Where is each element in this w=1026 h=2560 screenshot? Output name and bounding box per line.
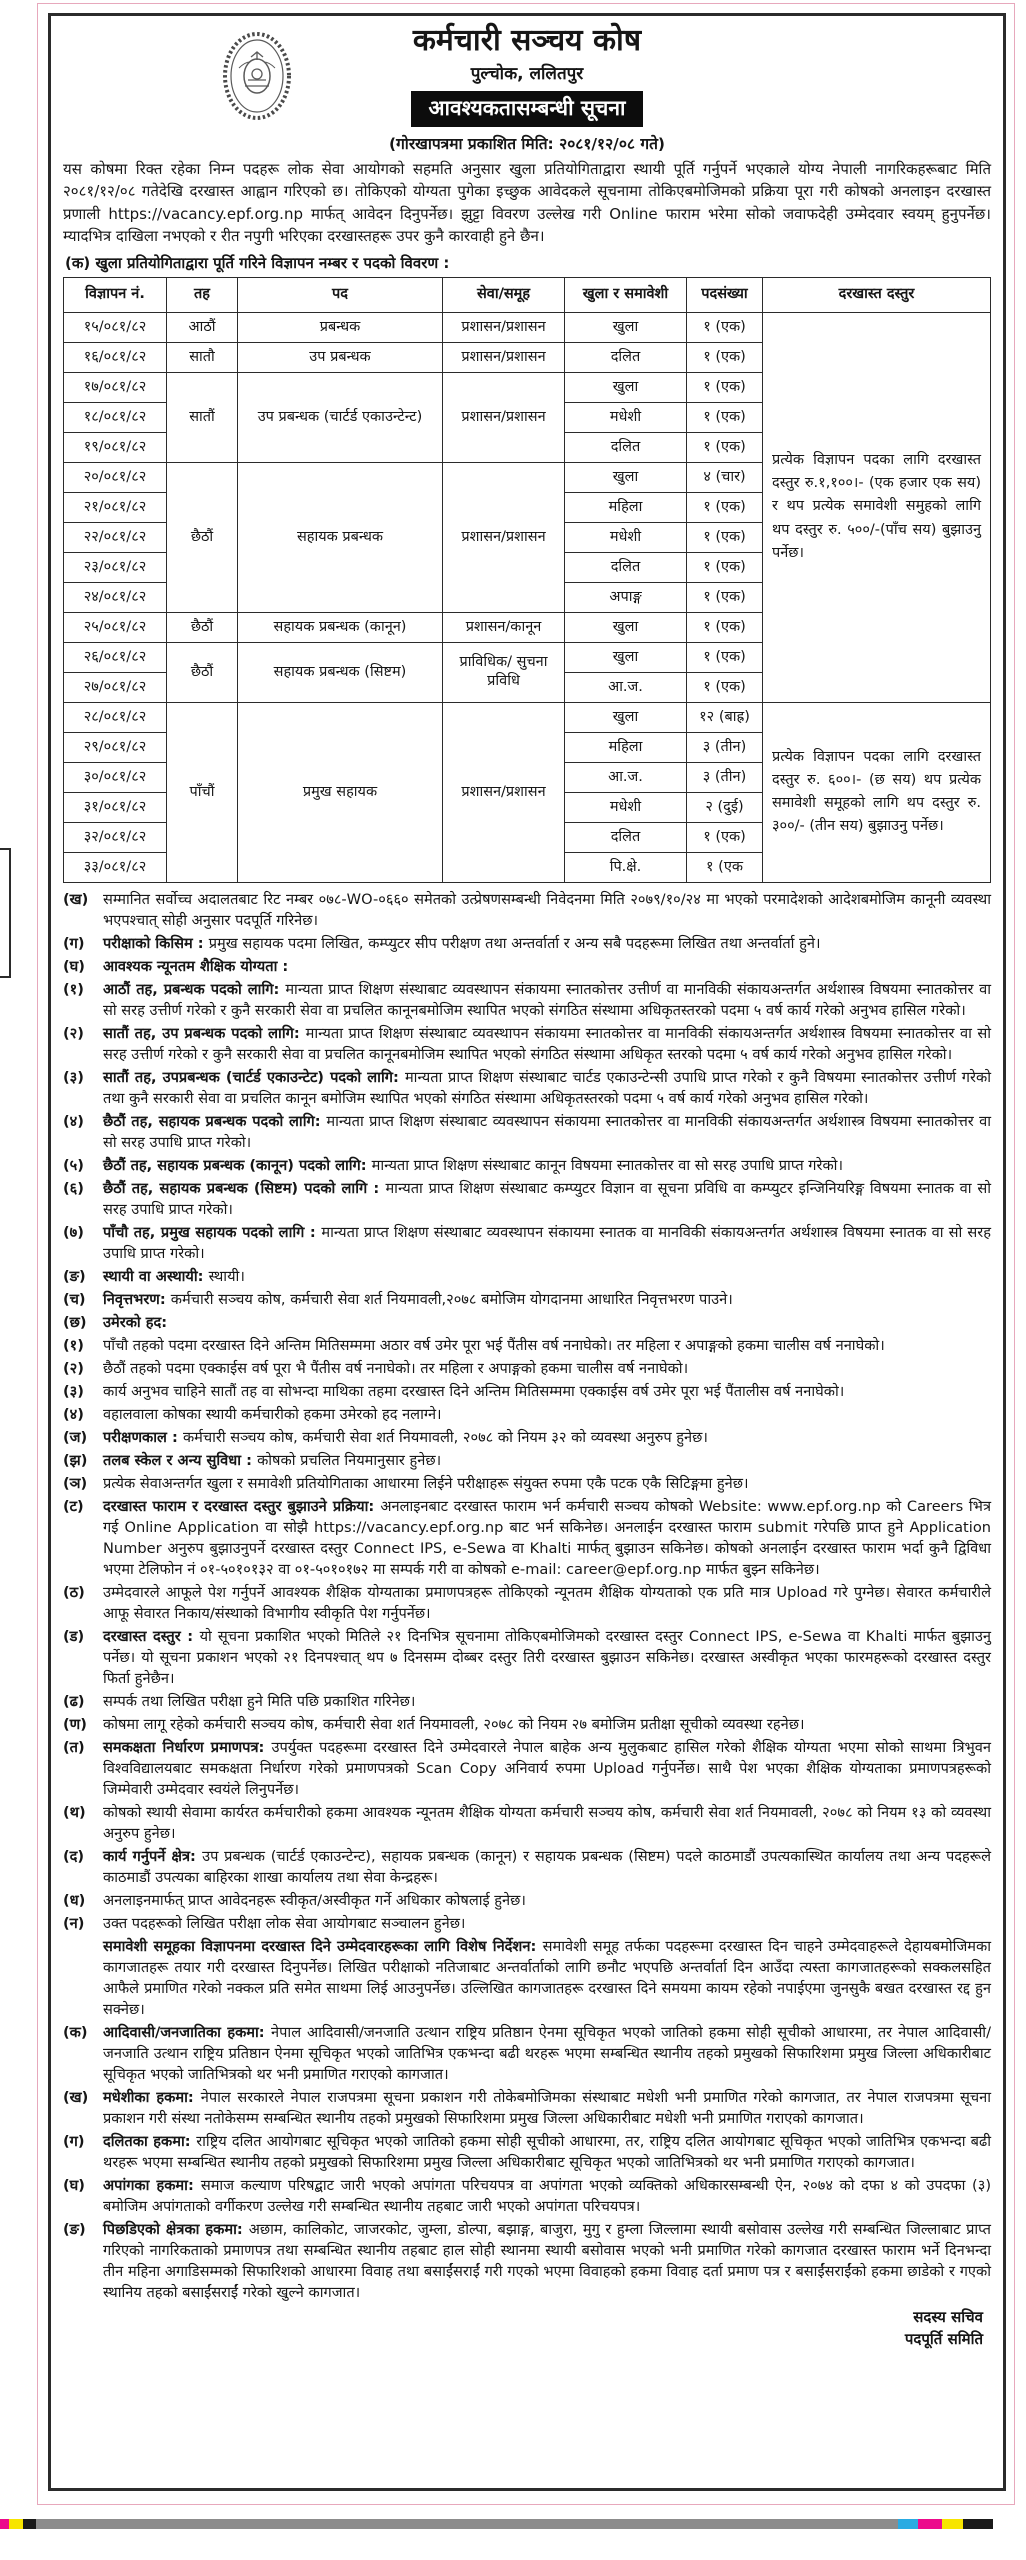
section-label: (५) [63, 1156, 84, 1174]
count-cell: १२ (बाह्र) [687, 702, 763, 732]
category-cell: खुला [565, 462, 687, 492]
col-post: पद [238, 277, 443, 312]
level-cell: छैठौं [167, 612, 238, 642]
section-da2 [63, 1846, 991, 1888]
category-cell: खुला [565, 612, 687, 642]
section-label: (३) [63, 1068, 84, 1086]
adv-no-cell: २१/०८१/८२ [64, 492, 167, 522]
section-text: समाज कल्याण परिषद्बाट जारी भएको अपांगता परिचयपत्र वा अपांगता भएको व्यक्तिको अधिकारसम्बन्धी ऐन, २०७४ को दफा ४ को उपदफा (३) बमोजिम अपांगताको वर्गीकरण उल्लेख गरी सम्बन्धित स्थानीय तहबाट जारी भएको अपांगता परिचयपत्र। [103, 2176, 992, 2215]
section-label: (ड) [63, 1627, 85, 1645]
count-cell: १ (एक) [687, 492, 763, 522]
section-text: कार्य अनुभव चाहिने सातौं तह वा सोभन्दा माथिका तहमा दरखास्त दिने अन्तिम मितिसम्ममा एक्काईस वर्ष उमेर पूरा भई पैंतालीस वर्ष ननाघेको। [103, 1382, 845, 1400]
signatory-committee: पदपूर्ति समिति [904, 2330, 983, 2348]
section-gha [63, 956, 991, 977]
inclusive-group-special-instruction [63, 1936, 991, 2020]
section-label: (थ) [63, 1803, 86, 1821]
section-text: कर्मचारी सञ्चय कोष, कर्मचारी सेवा शर्त नियमावली,२०७८ बमोजिम योगदानमा आधारित निवृत्तभरण पाउने। [170, 1290, 733, 1308]
signature-block [63, 2306, 991, 2351]
count-cell: १ (एक [687, 852, 763, 882]
section-text: प्रमुख सहायक पदमा लिखित, कम्प्युटर सीप परीक्षण तथा अन्तर्वार्ता र अन्य सबै पदहरूमा लिखित तथा अन्तर्वार्ता हुने। [208, 934, 821, 952]
publication-date: (गोरखापत्रमा प्रकाशित मिति: २०८१/१२/०८ गते) [389, 134, 665, 153]
count-cell: १ (एक) [687, 582, 763, 612]
category-cell: पि.क्षे. [565, 852, 687, 882]
section-jha [63, 1450, 991, 1471]
section-label: (ट) [63, 1497, 84, 1515]
section-tha [63, 1582, 991, 1624]
section-head: परीक्षणकाल : [103, 1428, 183, 1446]
org-name: कर्मचारी सञ्चय कोष [412, 23, 642, 58]
category-cell: मधेशी [565, 792, 687, 822]
count-cell: १ (एक) [687, 552, 763, 582]
count-cell: १ (एक) [687, 642, 763, 672]
post-cell: प्रबन्धक [238, 312, 443, 342]
section-head: सातौं तह, उपप्रबन्धक (चार्टर्ड एकाउन्टेट) पदको लागि: [103, 1068, 405, 1086]
section-text: अछाम, कालिकोट, जाजरकोट, जुम्ला, डोल्पा, बझाङ्ग, बाजुरा, मुगु र हुम्ला जिल्लामा स्थायी बसोवास उल्लेख गरी सम्बन्धित जिल्लाबाट प्राप्त गरिएको नागरिकताको प्रमाणपत्र तथा सम्बन्धित स्थानीय तहबाट हाल सोही स्थानमा स्थायी बसोवास भएको भनी प्रमाणित गरेको कागजात दरखास्त फाराम भर्ने दिनभन्दा तीन महिना अगाडिसम्मको सिफारिशको आधारमा विवाह तथा बसाईंसराईं गरी गएको भएमा विवाहको हकमा विवाह दर्ता प्रमाण पत्र र बसाईंसराईंको हकमा छाडेको र गएको स्थानिय तहको बसाईंसराईं गरेको खुल्ने कागजात। [103, 2220, 991, 2301]
post-cell: सहायक प्रबन्धक (सिष्टम) [238, 642, 443, 702]
age-item-2 [63, 1358, 991, 1379]
section-label: (त) [63, 1738, 85, 1756]
qualification-item-2 [63, 1023, 991, 1065]
section-text: अनलाइनमार्फत् प्राप्त आवेदनहरू स्वीकृत/अस्वीकृत गर्ने अधिकार कोषलाई हुनेछ। [103, 1891, 526, 1909]
section-text: उक्त पदहरूको लिखित परीक्षा लोक सेवा आयोगबाट सञ्चालन हुनेछ। [103, 1914, 466, 1932]
section-head: पाँचौ तह, प्रमुख सहायक पदको लागि : [103, 1223, 322, 1241]
service-cell: प्रशासन/प्रशासन [443, 342, 565, 372]
section-tha2 [63, 1802, 991, 1844]
section-label: (ढ) [63, 1692, 85, 1710]
section-label [63, 1936, 96, 2020]
section-text: प्रत्येक सेवाअन्तर्गत खुला र समावेशी प्रतियोगिताका आधारमा लिईने परीक्षाहरू संयुक्त रुपमा एकै पटक एकै सिटिङ्गमा हुनेछ। [103, 1474, 749, 1492]
section-label: (ग) [63, 2132, 85, 2150]
section-head: सातौं तह, उप प्रबन्धक पदको लागि: [103, 1024, 306, 1042]
category-cell: खुला [565, 642, 687, 672]
section-label: (छ) [63, 1313, 87, 1331]
section-label: (ख) [63, 2088, 89, 2106]
cyan-patch [898, 2519, 918, 2529]
table-row [64, 702, 991, 732]
section-head: तलब स्केल र अन्य सुविधा : [103, 1451, 258, 1469]
category-cell: दलित [565, 342, 687, 372]
section-head: आठौं तह, प्रबन्धक पदको लागि: [103, 980, 286, 998]
section-label: (ङ) [63, 2220, 86, 2238]
intro-paragraph: यस कोषमा रिक्त रहेका निम्न पदहरू लोक सेवा आयोगको सहमति अनुसार खुला प्रतियोगिताद्वारा स्थायी पूर्ति गर्नुपर्ने भएकाले योग्य नेपाली नागरिकहरूबाट मिति २०८१/१२/०८ गतेदेखि दरखास्त आह्वान गरिएको छ। तोकिएको योग्यता पुगेका इच्छुक आवेदकले सूचनामा तोकिएबमोजिमको प्रक्रिया पूरा गरी कोषको अनलाइन दरखास्त प्रणाली https://vacancy.epf.org.np मार्फत् आवेदन दिनुपर्नेछ। झुट्टा विवरण उल्लेख गरी Online फाराम भरेमा सोको जवाफदेही उम्मेदवार स्वयम् हुनुपर्नेछ। म्यादभित्र दाखिला नभएको र रीत नपुगी भरिएका दरखास्तहरू उपर कुनै कारवाही हुने छैन। [63, 159, 991, 245]
level-cell: छैठौं [167, 642, 238, 702]
adv-no-cell: २८/०८१/८२ [64, 702, 167, 732]
section-text: मान्यता प्राप्त शिक्षण संस्थाबाट व्यवस्थापन संकायमा स्नातकोत्तर उत्तीर्ण वा मानविकी संकायअन्तर्गत अर्थशास्त्र विषयमा स्नातकोत्तर वा सो सरह उत्तीर्ण गरेको र कुनै सरकारी सेवा वा प्रचलित कानूनबमोजिम स्थापित भएको संगठित संस्थामा अधिकृतस्तरको पदमा ५ वर्ष कार्य गरेको अनुभव हासिल गरेको। [103, 980, 991, 1019]
section-label: (ध) [63, 1891, 86, 1909]
section-label: (घ) [63, 2176, 85, 2194]
section-nga [63, 1266, 991, 1287]
adv-no-cell: ३०/०८१/८२ [64, 762, 167, 792]
black-patch [963, 2519, 993, 2529]
section-label: (ख) [63, 890, 89, 908]
section-head: आवश्यक न्यूनतम शैक्षिक योग्यता : [103, 957, 289, 975]
section-label: (७) [63, 1223, 84, 1241]
section-na2 [63, 1913, 991, 1934]
section-head: दरखास्त फाराम र दरखास्त दस्तुर बुझाउने प्रक्रिया: [103, 1497, 381, 1515]
count-cell: १ (एक) [687, 612, 763, 642]
count-cell: १ (एक) [687, 822, 763, 852]
count-cell: १ (एक) [687, 312, 763, 342]
category-cell: मधेशी [565, 522, 687, 552]
col-fee: दरखास्त दस्तुर [763, 277, 991, 312]
age-item-1 [63, 1335, 991, 1356]
section-text: वहालवाला कोषका स्थायी कर्मचारीको हकमा उमेरको हद नलाग्ने। [103, 1405, 442, 1423]
section-text: मान्यता प्राप्त शिक्षण संस्थाबाट व्यवस्थापन संकायमा स्नातक वा मानविकी संकायअन्तर्गत अर्थशास्त्र विषयमा स्नातक वा सो सरह उपाधि प्राप्त गरेको। [103, 1223, 991, 1262]
post-cell: उप प्रबन्धक (चार्टर्ड एकाउन्टेन्ट) [238, 372, 443, 462]
section-text: छैठौं तहको पदमा एक्काईस वर्ष पूरा भै पैंतीस वर्ष ननाघेको। तर महिला र अपाङ्गको हकमा चालीस वर्ष ननाघेको। [103, 1359, 689, 1377]
section-na [63, 1714, 991, 1735]
category-cell: महिला [565, 492, 687, 522]
section-head: स्थायी वा अस्थायी: [103, 1267, 209, 1285]
section-text: मान्यता प्राप्त शिक्षण संस्थाबाट कानून विषयमा स्नातकोत्तर वा सो सरह उपाधि प्राप्त गरेको। [371, 1156, 843, 1174]
count-cell: १ (एक) [687, 522, 763, 552]
age-item-4 [63, 1404, 991, 1425]
magenta-patch [918, 2519, 942, 2529]
section-text: मान्यता प्राप्त शिक्षण संस्थाबाट व्यवस्थापन संकायमा स्नातकोत्तर वा मानविकी संकायअन्तर्गत अर्थशास्त्र विषयमा स्नातकोत्तर वा सो सरह उपाधि प्राप्त गरेको। [103, 1112, 991, 1151]
adv-no-cell: २३/०८१/८२ [64, 552, 167, 582]
count-cell: १ (एक) [687, 432, 763, 462]
category-cell: अपाङ्ग [565, 582, 687, 612]
section-text: मान्यता प्राप्त शिक्षण संस्थाबाट कम्प्युटर विज्ञान वा सूचना प्रविधि वा कम्प्युटर इन्जिनियरिङ्ग विषयमा स्नातक वा सो सरह उपाधि प्राप्त गरेको। [103, 1179, 991, 1218]
count-cell: ४ (चार) [687, 462, 763, 492]
yellow-patch [9, 2519, 23, 2529]
section-text: कोषमा लागू रहेको कर्मचारी सञ्चय कोष, कर्मचारी सेवा शर्त नियमावली, २०७८ को नियम २७ बमोजिम प्रतीक्षा सूचीको व्यवस्था रहनेछ। [103, 1715, 805, 1733]
section-text: अनलाइनबाट दरखास्त फाराम भर्न कर्मचारी सञ्चय कोषको Website: www.epf.org.np को Careers भित्र गई Online Application वा सोझै https://vacancy.epf.org.np बाट भर्न सकिनेछ। अनलाईन दरखास्त फाराम submit गरेपछि प्राप्त हुने Application Number अनुरुप बुझाउनुपर्ने दरखास्त दस्तुर Connect IPS, e-Sewa वा Khalti मार्फत् बुझाउन सकिनेछ। कोषको अनलाईन दरखास्त फाराम भर्दा कुनै द्विविधा भएमा टेलिफोन नं ०१-५०१०१३२ वा ०१-५०१०१७२ मा सम्पर्क गरी वा कोषको e-mail: career@epf.org.np मार्फत बुझ्न सकिनेछ। [103, 1497, 991, 1578]
section-head: निवृत्तभरण: [103, 1290, 171, 1308]
count-cell: १ (एक) [687, 372, 763, 402]
section-ja [63, 1427, 991, 1448]
adv-no-cell: २५/०८१/८२ [64, 612, 167, 642]
category-cell: आ.ज. [565, 762, 687, 792]
section-label: (३) [63, 1382, 84, 1400]
col-count: पदसंख्या [687, 277, 763, 312]
age-item-3 [63, 1381, 991, 1402]
doc-backward-region [63, 2219, 991, 2303]
notice-header [63, 22, 991, 154]
category-cell: दलित [565, 552, 687, 582]
level-cell: सातौ [167, 342, 238, 372]
section-da [63, 1626, 991, 1689]
count-cell: १ (एक) [687, 342, 763, 372]
col-adv-no: विज्ञापन नं. [64, 277, 167, 312]
category-cell: आ.ज. [565, 672, 687, 702]
level-cell: आठौं [167, 312, 238, 342]
adv-no-cell: ३२/०८१/८२ [64, 822, 167, 852]
service-cell: प्रशासन/प्रशासन [443, 462, 565, 612]
adv-no-cell: १५/०८१/८२ [64, 312, 167, 342]
section-label: (४) [63, 1405, 84, 1423]
category-cell: दलित [565, 822, 687, 852]
magenta-patch [0, 2519, 9, 2529]
table-heading: (क) खुला प्रतियोगिताद्वारा पूर्ति गरिने विज्ञापन नम्बर र पदको विवरण : [65, 253, 450, 272]
section-dha [63, 1691, 991, 1712]
category-cell: मधेशी [565, 402, 687, 432]
section-text: कोषको प्रचलित नियमानुसार हुनेछ। [257, 1451, 442, 1469]
section-label: (झ) [63, 1451, 88, 1469]
section-label: (ठ) [63, 1583, 85, 1601]
section-label: (२) [63, 1024, 84, 1042]
section-text: सम्पर्क तथा लिखित परीक्षा हुने मिति पछि प्रकाशित गरिनेछ। [103, 1692, 416, 1710]
category-cell: खुला [565, 702, 687, 732]
qualification-item-7 [63, 1222, 991, 1264]
section-label: (द) [63, 1847, 85, 1865]
black-patch [23, 2519, 36, 2529]
section-text: स्थायी। [208, 1267, 245, 1285]
section-text: उपर्युक्त पदहरूमा दरखास्त दिने उम्मेदवारले नेपाल बाहेक अन्य मुलुकबाट हासिल गरेको शैक्षिक योग्यता भएमा सोको साथमा त्रिभुवन विश्वविद्यालयबाट समकक्षता निर्धारण गरेको प्रमाणपत्रको Scan Copy अनिवार्य रुपमा Upload गर्नुपर्नेछ। साथै पेश भएका शैक्षिक योग्यताका प्रमाणपत्रहरूको जिम्मेवारी उम्मेदवार स्वयंले लिनुपर्नेछ। [103, 1738, 991, 1798]
section-yna [63, 1473, 991, 1494]
table-row [64, 312, 991, 342]
adv-no-cell: २७/०८१/८२ [64, 672, 167, 702]
section-ga [63, 933, 991, 954]
col-service: सेवा/समूह [443, 277, 565, 312]
level-cell: पाँचौं [167, 702, 238, 882]
adjacent-column-fragment [0, 848, 11, 978]
epf-seal-icon [221, 30, 293, 122]
adv-no-cell: ३३/०८१/८२ [64, 852, 167, 882]
category-cell: महिला [565, 732, 687, 762]
section-label: (ण) [63, 1715, 87, 1733]
section-label: (ङ) [63, 1267, 86, 1285]
adv-no-cell: २६/०८१/८२ [64, 642, 167, 672]
vacancy-table [63, 277, 991, 883]
adv-no-cell: २९/०८१/८२ [64, 732, 167, 762]
section-text: कोषको स्थायी सेवामा कार्यरत कर्मचारीको हकमा आवश्यक न्यूनतम शैक्षिक योग्यता कर्मचारी सञ्चय कोष, कर्मचारी सेवा शर्त नियमावली, २०७८ को नियम १३ को व्यवस्था अनुरुप हुनेछ। [103, 1803, 991, 1842]
section-label: (१) [63, 980, 84, 998]
col-level: तह [167, 277, 238, 312]
post-cell: सहायक प्रबन्धक (कानून) [238, 612, 443, 642]
section-ta2 [63, 1737, 991, 1800]
section-text: यो सूचना प्रकाशित भएको मितिले २१ दिनभित्र सूचनामा तोकिएबमोजिमको दरखास्त दस्तुर Connect IPS, e-Sewa वा Khalti मार्फत बुझाउनु पर्नेछ। यो सूचना प्रकाशन भएको २१ दिनपश्चात् थप ७ दिनसम्म दोब्बर दस्तुर तिरी दरखास्त बुझाउन सकिनेछ। दरखास्त अस्वीकृत भएका फारमहरूको दरखास्त दस्तुर फिर्ता हुनेछैन। [103, 1627, 991, 1687]
count-cell: १ (एक) [687, 402, 763, 432]
section-head: दलितका हकमा: [103, 2132, 197, 2150]
adv-no-cell: १९/०८१/८२ [64, 432, 167, 462]
section-text: मान्यता प्राप्त शिक्षण संस्थाबाट व्यवस्थापन संकायमा स्नातकोत्तर वा मानविकी संकायअन्तर्गत अर्थशास्त्र विषयमा स्नातकोत्तर वा सो सरह उत्तीर्ण गरेको र कुनै सरकारी सेवा वा प्रचलित कानूनबमोजिम स्थापित भएको संगठित संस्थामा अधिकृत स्तरको पदमा ५ वर्ष कार्य गरेको अनुभव हासिल गरेको। [103, 1024, 992, 1063]
signatory-title: सदस्य सचिव [913, 2307, 983, 2326]
count-cell: २ (दुई) [687, 792, 763, 822]
section-label: (ज) [63, 1428, 88, 1446]
section-text: नेपाल सरकारले नेपाल राजपत्रमा सूचना प्रकाशन गरी तोकेबमोजिमका संस्थाबाट मधेशी भनी प्रमाणित गरेको कागजात, तर नेपाल राजपत्रमा सूचना प्रकाशन गरी संस्था नतोकेसम्म सम्बन्धित स्थानीय तहको प्रमुखको सिफारिशमा प्रमुख जिल्ला अधिकारीबाट मधेशी भनी प्रमाणित गराएको कागजात। [103, 2088, 992, 2127]
section-label: (ग) [63, 934, 85, 952]
section-head: आदिवासी/जनजातिका हकमा: [103, 2023, 272, 2041]
category-cell: दलित [565, 432, 687, 462]
adv-no-cell: १६/०८१/८२ [64, 342, 167, 372]
section-text: उप प्रबन्धक (चार्टर्ड एकाउन्टेन्ट), सहायक प्रबन्धक (कानून) र सहायक प्रबन्धक (सिष्टम) पदले काठमाडौं उपत्यकास्थित कार्यालय तथा अन्य पदहरूले काठमाडौं उपत्यका बाहिरका शाखा कार्यालय तथा सेवा केन्द्रहरू। [103, 1847, 991, 1886]
section-dha2 [63, 1890, 991, 1911]
section-head: छैठौं तह, सहायक प्रबन्धक पदको लागि: [103, 1112, 327, 1130]
doc-disabled [63, 2175, 991, 2217]
section-label: (न) [63, 1914, 85, 1932]
section-head: मधेशीका हकमा: [103, 2088, 201, 2106]
section-label: (ञ) [63, 1474, 88, 1492]
section-head: परीक्षाको किसिम : [103, 934, 209, 952]
category-cell: खुला [565, 372, 687, 402]
adv-no-cell: १८/०८१/८२ [64, 402, 167, 432]
section-head: कार्य गर्नुपर्ने क्षेत्र: [103, 1847, 203, 1865]
section-text: नेपाल आदिवासी/जनजाति उत्थान राष्ट्रिय प्रतिष्ठान ऐनमा सूचिकृत भएको जातिको हकमा सोही सूचीको आधारमा, तर नेपाल आदिवासी/जनजाति उत्थान राष्ट्रिय प्रतिष्ठान ऐनमा सूचिकृत भएको जातिभित्र एकभन्दा बढी थरहरू भएमा सम्बन्धित स्थानीय तहको प्रमुखको सिफारिशमा प्रमुख जिल्ला अधिकारीबाट सूचिकृत भएको जातिभित्रको थर भनी प्रमाणित गराएको कागजात। [103, 2023, 991, 2083]
adv-no-cell: १७/०८१/८२ [64, 372, 167, 402]
count-cell: १ (एक) [687, 672, 763, 702]
post-cell: उप प्रबन्धक [238, 342, 443, 372]
service-cell: प्रशासन/प्रशासन [443, 702, 565, 882]
yellow-patch [942, 2519, 963, 2529]
count-cell: ३ (तीन) [687, 762, 763, 792]
section-text: राष्ट्रिय दलित आयोगबाट सूचिकृत भएको जातिको हकमा सोही सूचीको आधारमा, तर, राष्ट्रिय दलित आयोगबाट सूचिकृत भएको जातिभित्र एकभन्दा बढी थरहरू भएमा सम्बन्धित स्थानीय तहको प्रमुखको सिफारिशमा प्रमुख जिल्ला अधिकारीबाट सूचिकृत भएको जातिभित्रको थर भनी प्रमाणित गराएको कागजात। [103, 2132, 991, 2171]
section-kha [63, 889, 991, 931]
service-cell: प्रशासन/प्रशासन [443, 312, 565, 342]
category-cell: खुला [565, 312, 687, 342]
qualification-item-1 [63, 979, 991, 1021]
section-head: छैठौं तह, सहायक प्रबन्धक (सिष्टम) पदको लागि : [103, 1179, 386, 1197]
section-head: उमेरको हद: [103, 1313, 168, 1331]
service-cell: प्राविधिक/ सुचना प्रविधि [443, 642, 565, 702]
section-label: (घ) [63, 957, 85, 975]
section-cha [63, 1289, 991, 1310]
service-cell: प्रशासन/कानून [443, 612, 565, 642]
org-address: पुल्चोक, ललितपुर [470, 63, 584, 84]
print-color-calibration-strip [0, 2519, 993, 2529]
level-cell: सातौं [167, 372, 238, 462]
section-text: मान्यता प्राप्त शिक्षण संस्थाबाट चार्टड एकाउन्टेन्सी उपाधि प्राप्त गरेको र कुनै विषयमा स्नातकोत्तर उत्तीर्ण गरेको तथा कुनै सरकारी सेवा वा प्रचलित कानून बमोजिम स्थापित भएको संगठित संस्थामा अधिकृतस्तरको पदमा ५ वर्ष कार्य गरेको अनुभव हासिल गरेको। [103, 1068, 991, 1107]
qualification-item-6 [63, 1178, 991, 1220]
section-label: (६) [63, 1179, 84, 1197]
section-text: कर्मचारी सञ्चय कोष, कर्मचारी सेवा शर्त नियमावली, २०७८ को नियम ३२ को व्यवस्था अनुरुप हुनेछ। [182, 1428, 708, 1446]
section-head: समावेशी समूहका विज्ञापनमा दरखास्त दिने उम्मेदवारहरूका लागि विशेष निर्देशन: [103, 1937, 543, 1955]
section-text: सम्मानित सर्वोच्च अदालतबाट रिट नम्बर ०७८-WO-०६६० समेतको उत्प्रेषणसम्बन्धी निवेदनमा मिति २०७९/१०/२४ मा भएको परमादेशको आदेशबमोजिम कानूनी व्यवस्था भएपश्चात् सोही अनुसार पदपूर्ति गरिनेछ। [103, 890, 991, 929]
post-cell: सहायक प्रबन्धक [238, 462, 443, 612]
qualification-item-4 [63, 1111, 991, 1153]
conditions-list [63, 889, 991, 2303]
fee-note-cell: प्रत्येक विज्ञापन पदका लागि दरखास्त दस्तुर रु.१,१००।- (एक हजार एक सय) र थप प्रत्येक समावेशी समुहको लागि थप दस्तुर रु. ५००/-(पाँच सय) बुझाउनु पर्नेछ। [763, 312, 991, 702]
section-text: समावेशी समूह तर्फका पदहरूमा दरखास्त दिन चाहने उम्मेदवाहरूले देहायबमोजिमका कागजातहरू तयार गरी दरखास्त दिनुपर्नेछ। लिखित परीक्षाको नतिजाबाट अन्तर्वार्ताको लागि छनौट भएपछि अन्तर्वार्ता दिन आउँदा त्यस्ता कागजातहरूको सक्कलसहित आफैले प्रमाणित गरेको नक्कल प्रति समेत साथमा लिई आउनुपर्नेछ। उल्लिखित कागजातहरू दरखास्त दिने समयमा कायम रहेको नपाईएमा जुनसुकै बखत दरखास्त रद्द हुन सक्नेछ। [103, 1937, 991, 2018]
post-cell: प्रमुख सहायक [238, 702, 443, 882]
section-label: (१) [63, 1336, 84, 1354]
qualification-item-3 [63, 1067, 991, 1109]
section-text: पाँचौ तहको पदमा दरखास्त दिने अन्तिम मितिसम्ममा अठार वर्ष उमेर पूरा भई पैंतीस वर्ष ननाघेको। तर महिला र अपाङ्गको हकमा चालीस वर्ष ननाघेको। [103, 1336, 885, 1354]
section-ta [63, 1496, 991, 1580]
section-head: पिछडिएको क्षेत्रका हकमा: [103, 2220, 249, 2238]
section-label: (४) [63, 1112, 84, 1130]
col-category: खुला र समावेशी [565, 277, 687, 312]
count-cell: ३ (तीन) [687, 732, 763, 762]
notice-title-banner: आवश्यकतासम्बन्धी सूचना [411, 91, 644, 127]
doc-dalit [63, 2131, 991, 2173]
section-head: अपांगका हकमा: [103, 2176, 201, 2194]
section-chha [63, 1312, 991, 1333]
section-text: उम्मेदवारले आफूले पेश गर्नुपर्ने आवश्यक शैक्षिक योग्यताका प्रमाणपत्रहरू तोकिएको न्यूनतम शैक्षिक योग्यताको एक प्रति मात्र Upload गरे पुग्नेछ। सेवारत कर्मचारीले आफू सेवारत निकाय/संस्थाको विभागीय स्वीकृति पेश गर्नुपर्नेछ। [103, 1583, 991, 1622]
section-head: दरखास्त दस्तुर : [103, 1627, 200, 1645]
adv-no-cell: २४/०८१/८२ [64, 582, 167, 612]
section-head: छैठौं तह, सहायक प्रबन्धक (कानून) पदको लागि: [103, 1156, 372, 1174]
doc-madhesi [63, 2087, 991, 2129]
gray-bar [36, 2519, 898, 2529]
service-cell: प्रशासन/प्रशासन [443, 372, 565, 462]
qualification-item-5 [63, 1155, 991, 1176]
doc-adivasi-janajati [63, 2022, 991, 2085]
level-cell: छैठौं [167, 462, 238, 612]
section-label: (२) [63, 1359, 84, 1377]
adv-no-cell: २०/०८१/८२ [64, 462, 167, 492]
fee-note-cell: प्रत्येक विज्ञापन पदका लागि दरखास्त दस्तुर रु. ६००।- (छ सय) थप प्रत्येक समावेशी समूहको लागि थप दस्तुर रु. ३००/- (तीन सय) बुझाउनु पर्नेछ। [763, 702, 991, 882]
section-label: (क) [63, 2023, 88, 2041]
table-header-row [64, 277, 991, 312]
vacancy-notice-box [48, 13, 1006, 2491]
section-label: (च) [63, 1290, 86, 1308]
section-head: समकक्षता निर्धारण प्रमाणपत्र: [103, 1738, 272, 1756]
adv-no-cell: २२/०८१/८२ [64, 522, 167, 552]
adv-no-cell: ३१/०८१/८२ [64, 792, 167, 822]
